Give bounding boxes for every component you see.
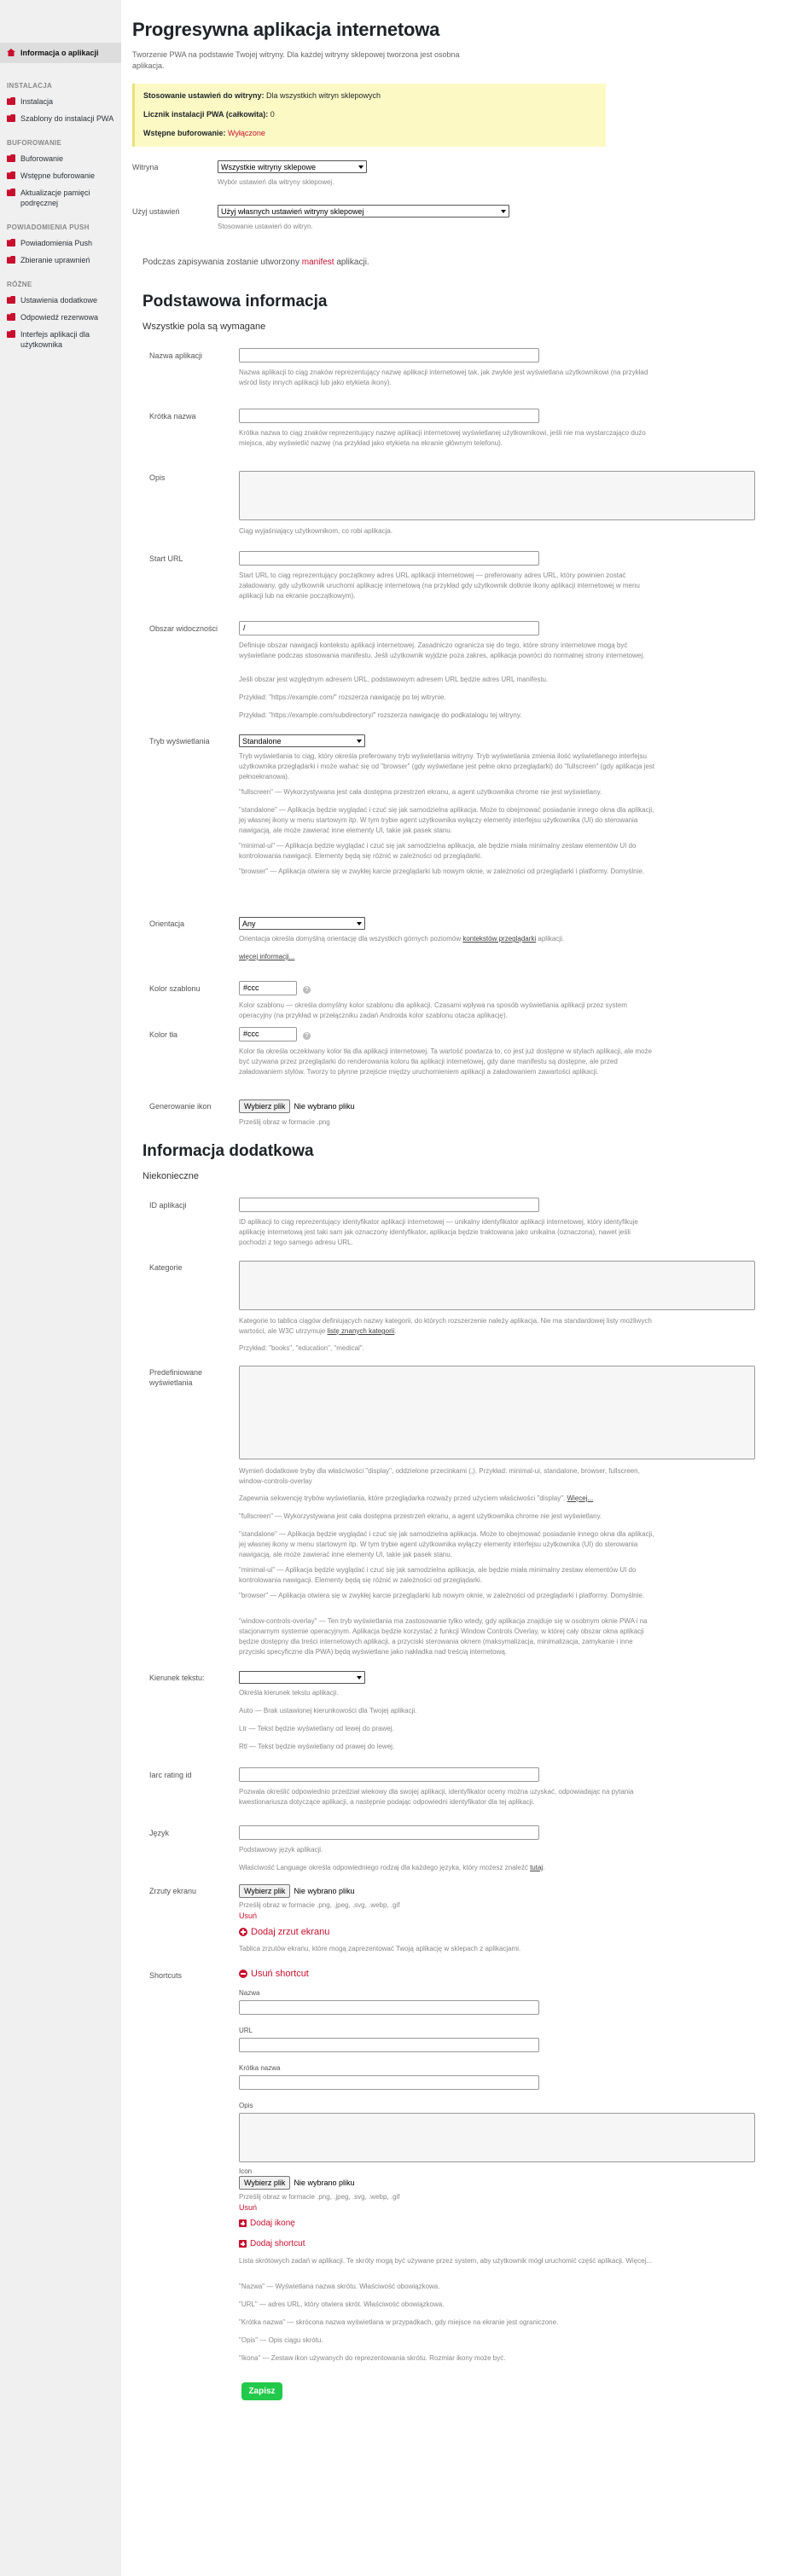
- sidebar-item-label: Odpowiedź rezerwowa: [20, 313, 99, 322]
- page-description: Tworzenie PWA na podstawie Twojej witryny. Dla każdej witryny sklepowej tworzona jest osobna aplikacja.: [132, 50, 460, 70]
- manifest-note: Podczas zapisywania zostanie utworzony manifest aplikacji.: [142, 258, 369, 267]
- more-link[interactable]: Więcej...: [567, 1494, 594, 1502]
- sidebar-item-label: Informacja o aplikacji: [20, 49, 99, 57]
- scope-hint: Przykład: "https://example.com/subdirectory/" rozszerza nawigację do podkatalogu tej witryny.: [239, 711, 522, 719]
- sidebar-section-head: INSTALACJA: [7, 82, 53, 90]
- browser-context-link[interactable]: kontekstów przeglądarki: [462, 935, 537, 943]
- bg-color-input[interactable]: #ccc: [239, 1027, 297, 1041]
- sidebar-item-fallback[interactable]: [0, 309, 121, 326]
- predefined-display-textarea[interactable]: [239, 1366, 755, 1459]
- sidebar-item-label: Aktualizacje pamięci podręcznej: [20, 189, 90, 207]
- language-input[interactable]: [239, 1825, 539, 1840]
- categories-textarea[interactable]: [239, 1261, 755, 1310]
- shortcut-short-name-label: Krótka nazwa: [239, 2064, 281, 2072]
- orientation-select[interactable]: Any: [239, 917, 365, 930]
- shortcuts-hint: "Ikona" — Zestaw ikon używanych do reprezentowania skrótu. Rozmiar ikony może być.: [239, 2354, 506, 2362]
- predefined-display-label: Predefiniowane wyświetlania: [149, 1368, 203, 1387]
- chevron-down-icon: [357, 1676, 362, 1680]
- extra-form: [132, 1181, 772, 2495]
- app-id-input[interactable]: [239, 1198, 539, 1212]
- app-name-hint: Nazwa aplikacji to ciąg znaków reprezentujący nazwę aplikacji internetowej tak, jak zwykle jest wyświetlana użytkownikowi (na przykład wśród listy innych aplikacji lub jako etykieta ikony).: [239, 368, 648, 386]
- settings-notice: [132, 84, 606, 147]
- folder-icon: [7, 256, 15, 264]
- site-hint: Wybór ustawień dla witryny sklepowej.: [218, 178, 334, 186]
- basic-section-subtitle: Wszystkie pola są wymagane: [142, 322, 266, 332]
- folder-icon: [7, 239, 15, 247]
- start-url-label: Start URL: [149, 554, 183, 563]
- manifest-link[interactable]: manifest: [301, 258, 334, 267]
- add-screenshot-button[interactable]: Dodaj zrzut ekranu: [239, 1927, 329, 1937]
- plus-square-icon: [239, 2240, 247, 2248]
- app-id-label: ID aplikacji: [149, 1201, 187, 1210]
- predefined-display-hint: Wymień dodatkowe tryby dla właściwości "display", oddzielone przecinkami (,). Przykład: minimal-ui, standalone, browser, fullscreen, window-controls-overlay: [239, 1467, 640, 1485]
- screenshots-hint: Prześlij obraz w formacie .png, .jpeg, .svg, .webp, .gif: [239, 1901, 400, 1909]
- text-direction-select[interactable]: [239, 1671, 365, 1684]
- predefined-display-hint: "browser" — Aplikacja otwiera się w zwykłej karcie przeglądarki lub nowym oknie, w zależności od przeglądarki i platformy. Domyślnie.: [239, 1592, 645, 1599]
- site-select[interactable]: Wszystkie witryny sklepowe: [218, 160, 367, 173]
- shortcuts-hint: "Krótka nazwa" — skrócona nazwa wyświetlana w przypadkach, gdy miejsce na ekranie jest ograniczone.: [239, 2318, 559, 2326]
- extra-section-title: Informacja dodatkowa: [142, 1142, 314, 1160]
- sidebar-item-app-info[interactable]: [0, 43, 121, 63]
- shortcut-desc-label: Opis: [239, 2102, 253, 2109]
- folder-icon: [7, 154, 15, 162]
- screenshot-file-input[interactable]: Wybierz plik Nie wybrano pliku: [239, 1884, 354, 1898]
- icon-gen-hint: Prześlij obraz w formacie .png: [239, 1118, 330, 1126]
- app-name-label: Nazwa aplikacji: [149, 351, 203, 360]
- use-settings-label: Użyj ustawień: [132, 207, 180, 216]
- folder-icon: [7, 313, 15, 321]
- add-icon-button[interactable]: Dodaj ikonę: [239, 2219, 295, 2228]
- chevron-down-icon: [501, 210, 506, 213]
- iarc-label: Iarc rating id: [149, 1771, 192, 1779]
- scope-hint: Przykład: "https://example.com/" rozszerza nawigację po tej witrynie.: [239, 693, 446, 701]
- language-label: Język: [149, 1829, 170, 1837]
- scope-label: Obszar widoczności: [149, 624, 218, 633]
- display-select[interactable]: Standalone: [239, 734, 365, 747]
- choose-file-button[interactable]: Wybierz plik: [239, 1099, 290, 1113]
- bg-color-hint: Kolor tła określa oczekiwany kolor tła dla aplikacji internetowej. Ta wartość powtarza to, co jest już dostępne w stylach aplikacji, ale może być używana przez przeglądarki do renderowania koloru tła aplikacji internetowej, gdy dane manifestu są dostępne, ale przed załadowaniem stylów. Tworzy to płynne przejście między uruchomieniem aplikacji a załadowaniem zawartości aplikacji.: [239, 1047, 653, 1076]
- remove-shortcut-button[interactable]: Usuń shortcut: [239, 1969, 309, 1979]
- orientation-label: Orientacja: [149, 920, 185, 928]
- sidebar-item-cache-updates[interactable]: [0, 184, 121, 212]
- remove-screenshot-link[interactable]: Usuń: [239, 1912, 258, 1920]
- start-url-hint: Start URL to ciąg reprezentujący początkowy adres URL aplikacji internetowej — preferowany adres URL, który powinien zostać załadowany, gdy użytkownik uruchomi aplikację internetową (na przykład gdy użytkownik dotknie ikony aplikacji internetowej w menu aplikacji lub na ekranie początkowym).: [239, 571, 640, 600]
- folder-icon: [7, 296, 15, 304]
- text-direction-hint: Rtl — Tekst będzie wyświetlany od prawej do lewej.: [239, 1743, 395, 1750]
- short-name-hint: Krótka nazwa to ciąg znaków reprezentujący nazwę aplikacji internetowej wyświetlanej użytkownikowi, jeśli nie ma wystarczająco dużo miejsca, aby wyświetlić nazwę (na przykład jako etykieta na ekranie głównym telefonu).: [239, 429, 646, 447]
- theme-color-hint: Kolor szablonu — określa domyślny kolor szablonu dla aplikacji. Czasami wpływa na sposób wyświetlania aplikacji przez system operacyjny (na przykład w przełączniku zadań Androida kolor szablonu otacza aplikację).: [239, 1001, 627, 1019]
- page-title: Progresywna aplikacja internetowa: [132, 19, 440, 40]
- minus-circle-icon: [239, 1970, 247, 1978]
- predefined-display-hint: "window-controls-overlay" — Ten tryb wyświetlania ma zastosowanie tylko wtedy, gdy aplikacja znajduje się w osobnym oknie PWA i na stacjonarnym systemie operacyjnym. Aplikacja będzie korzystać z funkcji Window Controls Overlay, w której cały obszar okna aplikacji będzie dostępny dla treści internetowych aplikacji, a przyciski sterowania oknem (maksymalizacja, minimalizacja, zamykanie i inne przyciski specyficzne dla PWA) będą wyświetlane jako nakładka nad treścią internetową.: [239, 1617, 648, 1656]
- use-settings-select[interactable]: Użyj własnych ustawień witryny sklepowej: [218, 205, 509, 218]
- iarc-input[interactable]: [239, 1767, 539, 1782]
- notice-line: Wstępne buforowanie: Wyłączone: [143, 129, 265, 137]
- short-name-label: Krótka nazwa: [149, 412, 196, 421]
- short-name-input[interactable]: [239, 409, 539, 423]
- sidebar: [0, 0, 121, 2576]
- sidebar-item-label: Powiadomienia Push: [20, 239, 93, 247]
- sidebar-item-label: Zbieranie uprawnień: [20, 256, 90, 264]
- sidebar-item-label: Wstępne buforowanie: [20, 171, 96, 180]
- screenshots-hint: Tablica zrzutów ekranu, które mogą zaprezentować Twoją aplikację w sklepach z aplikacjami.: [239, 1945, 521, 1952]
- sidebar-item-push[interactable]: [0, 235, 121, 252]
- text-direction-label: Kierunek tekstu:: [149, 1674, 205, 1682]
- folder-icon: [7, 330, 15, 338]
- main-content: [132, 0, 772, 2495]
- sidebar-item-label: Ustawienia dodatkowe: [20, 296, 98, 305]
- display-hint: "standalone" — Aplikacja będzie wyglądać i czuć się jak samodzielna aplikacja. Może to obejmować posiadanie innego okna dla aplikacji, jej własnej ikony w menu startowym itp. W tym trybie agent użytkownika wyłączy elementy interfejsu użytkownika (UI) do sterowania nawigacją, ale może zawierać inne elementy UI, takie jak pasek stanu.: [239, 806, 654, 834]
- bg-color-label: Kolor tła: [149, 1030, 178, 1039]
- notice-line: Licznik instalacji PWA (całkowita): 0: [143, 110, 275, 119]
- shortcut-icon-file-input[interactable]: Wybierz plik Nie wybrano pliku: [239, 2176, 354, 2190]
- orientation-hint: Orientacja określa domyślną orientację dla wszystkich górnych poziomów kontekstów przeglądarki aplikacji.: [239, 935, 565, 943]
- more-info-link[interactable]: więcej informacji...: [239, 953, 295, 960]
- folder-icon: [7, 114, 15, 122]
- help-icon[interactable]: ?: [303, 1030, 311, 1040]
- chevron-down-icon: [357, 740, 362, 743]
- chevron-down-icon: [358, 165, 363, 169]
- home-icon: [7, 49, 15, 56]
- basic-section-title: Podstawowa informacja: [142, 293, 328, 310]
- shortcut-name-label: Nazwa: [239, 1989, 260, 1997]
- start-url-input[interactable]: [239, 551, 539, 566]
- text-direction-hint: Ltr — Tekst będzie wyświetlany od lewej do prawej.: [239, 1725, 394, 1732]
- choose-file-button[interactable]: Wybierz plik: [239, 2176, 290, 2190]
- description-textarea[interactable]: [239, 471, 755, 520]
- site-label: Witryna: [132, 163, 159, 171]
- categories-hint: Przykład: "books", "education", "medical".: [239, 1344, 364, 1352]
- icon-file-input[interactable]: Wybierz plik Nie wybrano pliku: [239, 1099, 354, 1113]
- shortcut-icon-label: Icon: [239, 2167, 253, 2175]
- use-settings-hint: Stosowanie ustawień do witryn.: [218, 223, 313, 230]
- iarc-hint: Pozwala określić odpowiednio przedział wiekowy dla swojej aplikacji, identyfikator oceny można uzyskać, odpowiadając na pytania kwestionariusza dotyczące aplikacji, a następnie podając odpowiedni identyfikator dla tej aplikacji.: [239, 1788, 634, 1806]
- display-hint: Tryb wyświetlania to ciąg, który określa preferowany tryb wyświetlania witryny. Tryb wyświetlania zmienia ilość wyświetlanego interfejsu użytkownika przeglądarki i może wahać się od "browser" (gdy wyświetlane jest pełne okno przeglądarki) do "fullscreen" (gdy aplikacja jest pełnoekranowa).: [239, 752, 655, 780]
- categories-hint: Kategorie to tablica ciągów definiujących nazwy kategorii, do których rozszerzenie należy aplikacja. Nie ma standardowej listy możliwych wartości, ale W3C utrzymuje listę znanych kategorii.: [239, 1317, 652, 1335]
- extra-section-subtitle: Niekonieczne: [142, 1171, 200, 1181]
- predefined-display-hint: "minimal-ui" — Aplikacja będzie wyglądać i czuć się jak samodzielna aplikacja, ale będzie miała minimalny zestaw elementów UI do kontrolowania nawigacji. Elementy będą się różnić w zależności od przeglądarki.: [239, 1566, 637, 1584]
- sidebar-item-install[interactable]: [0, 93, 121, 110]
- chevron-down-icon: [357, 922, 362, 925]
- remove-icon-link[interactable]: Usuń: [239, 2203, 258, 2212]
- folder-icon: [7, 189, 15, 196]
- app-name-input[interactable]: [239, 348, 539, 363]
- shortcuts-hint: "Opis" — Opis ciągu skrótu.: [239, 2336, 323, 2344]
- add-shortcut-button[interactable]: Dodaj shortcut: [239, 2239, 305, 2248]
- folder-icon: [7, 97, 15, 105]
- shortcut-name-input[interactable]: [239, 2000, 539, 2015]
- display-hint: "minimal-ui" — Aplikacja będzie wyglądać i czuć się jak samodzielna aplikacja, ale będzie miała minimalny zestaw elementów UI do kontrolowania nawigacji. Elementy będą się różnić w zależności od przeglądarki.: [239, 842, 637, 860]
- sidebar-section-head: POWIADOMIENIA PUSH: [7, 223, 90, 231]
- scope-hint: Definiuje obszar nawigacji kontekstu aplikacji internetowej. Zasadniczo ogranicza się do tego, które strony internetowe mogą być wyświetlane podczas stosowania manifestu. Jeśli użytkownik wyjdzie poza zakres, aplikacja powróci do normalnej strony internetowej.: [239, 641, 645, 659]
- shortcut-url-label: URL: [239, 2027, 253, 2034]
- sidebar-item-ui[interactable]: [0, 326, 121, 353]
- shortcuts-label: Shortcuts: [149, 1971, 183, 1980]
- scope-input[interactable]: /: [239, 621, 539, 635]
- sidebar-section-head: RÓŻNE: [7, 281, 32, 288]
- shortcuts-hint: "Nazwa" — Wyświetlana nazwa skrótu. Właściwość obowiązkowa.: [239, 2283, 440, 2290]
- screenshots-label: Zrzuty ekranu: [149, 1887, 197, 1895]
- theme-color-label: Kolor szablonu: [149, 984, 201, 993]
- sidebar-item-caching[interactable]: [0, 150, 121, 167]
- choose-file-button[interactable]: Wybierz plik: [239, 1884, 290, 1898]
- folder-icon: [7, 171, 15, 179]
- categories-label: Kategorie: [149, 1263, 183, 1272]
- save-button[interactable]: Zapisz: [241, 2382, 282, 2400]
- display-hint: "browser" — Aplikacja otwiera się w zwykłej karcie przeglądarki lub nowym oknie, w zależności od przeglądarki i platformy. Domyślnie.: [239, 867, 645, 875]
- predefined-display-hint: Zapewnia sekwencję trybów wyświetlania, które przeglądarka rozważy przed użyciem właściwości "display". Więcej...: [239, 1494, 594, 1502]
- language-link[interactable]: tutaj: [530, 1864, 544, 1871]
- sidebar-section-head: BUFOROWANIE: [7, 139, 62, 147]
- shortcut-icon-hint: Prześlij obraz w formacie .png, .jpeg, .svg, .webp, .gif: [239, 2193, 400, 2201]
- predefined-display-hint: "fullscreen" — Wykorzystywana jest cała dostępna przestrzeń ekranu, a agent użytkownika chrome nie jest wyświetlany.: [239, 1512, 602, 1520]
- shortcuts-hint: "URL" — adres URL, który otwiera skrót. Właściwość obowiązkowa.: [239, 2300, 445, 2308]
- theme-color-input[interactable]: #ccc: [239, 981, 297, 995]
- app-id-hint: ID aplikacji to ciąg reprezentujący identyfikator aplikacji internetowej — unikalny identyfikator aplikacji internetowej, który identyfikuje aplikację internetową jest taki sam jak oznaczony identyfikator, aplikacja będzie traktowana jako unikalna (oznaczona), nawet jeśli pochodzi z tego samego adresu URL.: [239, 1218, 638, 1246]
- shortcut-desc-textarea[interactable]: [239, 2113, 755, 2162]
- basic-form: [132, 332, 772, 1185]
- shortcuts-hint: Lista skrótowych zadań w aplikacji. Te skróty mogą być używane przez system, aby użytkownik mógł uruchomić część aplikacji. Więcej...: [239, 2257, 653, 2265]
- language-hint: Podstawowy język aplikacji.: [239, 1846, 323, 1854]
- sidebar-item-label: Interfejs aplikacji dla użytkownika: [20, 330, 90, 349]
- known-categories-link[interactable]: listę znanych kategorii: [327, 1327, 395, 1335]
- sidebar-item-label: Szablony do instalacji PWA: [20, 114, 114, 123]
- sidebar-item-install-templates[interactable]: [0, 110, 121, 127]
- display-label: Tryb wyświetlania: [149, 737, 210, 746]
- sidebar-item-label: Instalacja: [20, 97, 54, 106]
- icon-gen-label: Generowanie ikon: [149, 1102, 212, 1111]
- sidebar-item-label: Buforowanie: [20, 154, 64, 163]
- plus-circle-icon: [239, 1928, 247, 1936]
- description-hint: Ciąg wyjaśniający użytkownikom, co robi aplikacja.: [239, 527, 393, 535]
- help-icon[interactable]: ?: [303, 984, 311, 994]
- scope-hint: Jeśli obszar jest względnym adresem URL, podstawowym adresem URL będzie adres URL manifestu.: [239, 676, 549, 683]
- text-direction-hint: Auto — Brak ustawionej kierunkowości dla Twojej aplikacji.: [239, 1707, 417, 1714]
- display-hint: "fullscreen" — Wykorzystywana jest cała dostępna przestrzeń ekranu, a agent użytkownika chrome nie jest wyświetlany.: [239, 788, 602, 796]
- text-direction-hint: Określa kierunek tekstu aplikacji.: [239, 1689, 339, 1697]
- shortcut-short-name-input[interactable]: [239, 2075, 539, 2090]
- sidebar-item-extra-settings[interactable]: [0, 292, 121, 309]
- sidebar-item-precaching[interactable]: [0, 167, 121, 184]
- plus-square-icon: [239, 2219, 247, 2227]
- notice-line: Stosowanie ustawień do witryny: Dla wszystkich witryn sklepowych: [143, 91, 381, 100]
- language-hint: Właściwość Language określa odpowiedniego rodzaj dla każdego języka, który możesz znaleźć tutaj.: [239, 1864, 545, 1871]
- shortcut-url-input[interactable]: [239, 2038, 539, 2052]
- description-label: Opis: [149, 473, 166, 482]
- sidebar-item-permissions[interactable]: [0, 252, 121, 269]
- predefined-display-hint: "standalone" — Aplikacja będzie wyglądać i czuć się jak samodzielna aplikacja. Może to obejmować posiadanie innego okna dla aplikacji, jej własnej ikony w menu startowym itp. W tym trybie agent użytkownika wyłączy elementy interfejsu użytkownika (UI) do sterowania nawigacją, ale może zawierać inne elementy UI, takie jak pasek stanu.: [239, 1530, 654, 1558]
